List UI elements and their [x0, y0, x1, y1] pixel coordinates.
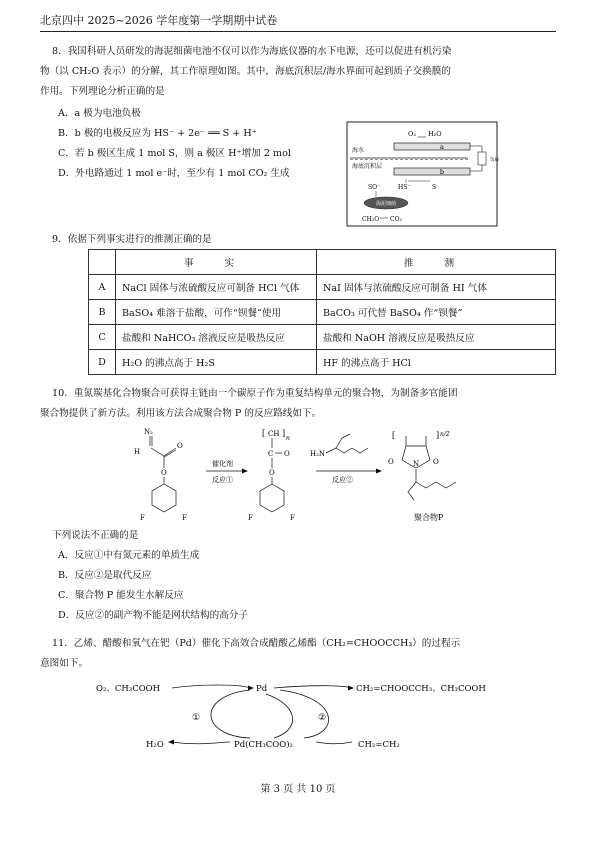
bond: [164, 450, 176, 457]
co2-label: CO₂: [390, 216, 402, 223]
row-fact: NaCl 固体与浓硫酸反应可制备 HCl 气体: [116, 275, 317, 300]
row-key: B: [89, 300, 116, 325]
q10-option-b: B．反应②是取代反应: [58, 570, 152, 581]
bracket-right: ]: [436, 431, 440, 440]
step-1-marker: ①: [192, 713, 201, 723]
row-fact: H₂O 的沸点高于 H₂S: [116, 350, 317, 375]
q9-table: [88, 249, 556, 375]
reactant-o2-acetic-acid: O₂、CH₃COOH: [96, 684, 161, 694]
loop-2-bottom: [316, 742, 352, 744]
header-divider: [40, 31, 556, 32]
catalyst-label: 催化剂: [212, 460, 233, 468]
pd-acetate-label: Pd(CH₃COO)₂: [234, 740, 293, 750]
question-8: [40, 42, 562, 102]
q11-line-1: 11．乙烯、醋酸和氧气在钯（Pd）催化下高效合成醋酸乙烯酯（CH₂=CHOOCCH₃）的过程示: [52, 638, 461, 649]
q9-header-blank: [89, 250, 116, 275]
q8-option-a: A．a 极为电池负极: [58, 108, 141, 119]
bracket-left: [: [262, 429, 266, 438]
q10-prompt: 下列说法不正确的是: [52, 530, 139, 541]
step1-label: 反应①: [212, 476, 233, 484]
amine-chain: [326, 448, 368, 453]
seawater-label: 海水: [352, 147, 365, 154]
q10-line-1: 10．重氮羰基化合物聚合可获得主链由一个碳原子作为重复结构单元的聚合物，为制备多官能团: [52, 388, 458, 399]
n-subscript: n: [286, 435, 290, 442]
sediment-label: 海底沉积层: [352, 163, 383, 170]
load-resistor: [478, 152, 486, 165]
q10-option-c: C．聚合物 P 能发生水解反应: [58, 590, 184, 601]
o-label: O: [161, 469, 167, 477]
o-label: O: [269, 469, 275, 477]
so4-label: SO⁻: [368, 184, 381, 191]
row-guess: 盐酸和 NaOH 溶液反应是吸热反应: [317, 325, 556, 350]
table-row: [89, 350, 556, 375]
reactant-ethylene: CH₂=CH₂: [358, 740, 400, 750]
ch-label: CH: [268, 430, 280, 438]
reaction-1-arrow: [206, 459, 248, 484]
row-guess: NaI 固体与浓硫酸反应可制备 HI 气体: [317, 275, 556, 300]
q10-reaction-scheme: [130, 426, 530, 526]
benzene-ring: [152, 484, 176, 512]
bacteria-label: 海泥细菌: [375, 201, 397, 207]
q8-line-2: 物（以 CH₂O 表示）的分解，其工作原理如图。其中，海底沉积层/海水界面可起到质子交换膜的: [40, 66, 451, 77]
q8-options: [58, 104, 348, 184]
arrow-head: [248, 686, 254, 691]
f-label: F: [140, 514, 145, 522]
bracket-left: [: [392, 431, 396, 440]
o-label: O: [433, 458, 439, 466]
o-label: O: [284, 450, 290, 458]
q11-line-2: 意图如下。: [40, 658, 88, 669]
bond: [164, 448, 176, 456]
q8-line-3: 作用。下列理论分析正确的是: [40, 86, 165, 97]
arrow-head: [376, 469, 382, 474]
electrode-a: [394, 143, 470, 150]
ethyl-branch: [408, 482, 416, 500]
loop-1-bottom: [172, 742, 230, 744]
h2o-label: H₂O: [428, 130, 442, 138]
diazo-monomer: [134, 428, 187, 522]
row-key: D: [89, 350, 116, 375]
pd-label: Pd: [256, 684, 268, 694]
question-10: [40, 384, 562, 424]
o-label: O: [177, 442, 183, 450]
page-footer: 第 3 页 共 10 页: [260, 784, 336, 795]
q10-options: [52, 526, 458, 626]
alkyl-chain: [416, 482, 456, 488]
q8-option-c: C．若 b 极区生成 1 mol S，则 a 极区 H⁺增加 2 mol: [58, 148, 291, 159]
q9-header-guess: 推 测: [317, 250, 556, 275]
loop-2-top: [274, 686, 352, 688]
electrode-b-label: b: [439, 168, 445, 176]
row-guess: BaCO₃ 可代替 BaSO₄ 作“钡餐”: [317, 300, 556, 325]
o2-label: O₂: [408, 130, 416, 138]
arrow-head: [168, 740, 174, 745]
table-row: [89, 275, 556, 300]
q9-header-fact: 事 实: [116, 250, 317, 275]
row-fact: BaSO₄ 难溶于盐酸，可作“钡餐”使用: [116, 300, 317, 325]
q11-catalytic-cycle: [90, 676, 530, 756]
question-11: [40, 634, 562, 674]
step-2-marker: ②: [318, 713, 327, 723]
row-key: C: [89, 325, 116, 350]
electrode-a-label: a: [440, 143, 444, 151]
row-guess: HF 的沸点高于 HCl: [317, 350, 556, 375]
loop-1-inner: [211, 690, 250, 738]
product-water: H₂O: [146, 740, 164, 750]
table-row: [89, 325, 556, 350]
row-key: A: [89, 275, 116, 300]
q9-table-header: [89, 250, 556, 275]
o-label: O: [388, 458, 394, 466]
f-label: F: [182, 514, 187, 522]
page-header-title: 北京四中 2025~2026 学年度第一学期期中试卷: [40, 14, 278, 27]
product-label: 聚合物P: [414, 513, 444, 522]
f-label: F: [248, 514, 253, 522]
q8-line-1: 8．我国科研人员研发的海泥细菌电池不仅可以作为海底仪器的水下电源，还可以促进有机污染: [52, 46, 452, 57]
n2-label: N₂: [144, 428, 153, 436]
step2-label: 反应②: [332, 476, 353, 484]
polymer-p: [388, 431, 456, 522]
q8-option-b: B．b 极的电极反应为 HS⁻ + 2e⁻ ══ S + H⁺: [58, 128, 257, 139]
h-label: H: [134, 448, 141, 456]
n-atom-label: N: [413, 460, 420, 468]
arrow-head: [242, 469, 248, 474]
loop-1-right: [266, 694, 293, 738]
load-label: 负载: [490, 158, 499, 163]
product-vinyl-acetate: CH₂=CHOOCCH₃、CH₃COOH: [356, 684, 486, 694]
bacteria-battery-figure: [346, 121, 506, 229]
loop-1-top: [172, 685, 250, 688]
ethyl-branch: [336, 434, 350, 448]
arrow-head: [348, 686, 354, 691]
hs-label: HS⁻: [398, 184, 411, 191]
s-label: S: [432, 184, 437, 191]
bond: [151, 448, 164, 456]
q10-line-2: 聚合物提供了新方法。利用该方法合成聚合物 P 的反应路线如下。: [40, 408, 322, 419]
q10-option-d: D．反应②的副产物不能是网状结构的高分子: [58, 610, 248, 621]
electrode-b: [394, 168, 470, 175]
benzene-ring: [260, 484, 284, 512]
q9-stem: 9．依据下列事实进行的推测正确的是: [52, 234, 212, 245]
ch2o-label: CH₂O: [362, 216, 380, 223]
n2-subscript: n/2: [440, 431, 450, 438]
bracket-right: ]: [282, 429, 286, 438]
reaction-2-arrow: [310, 434, 382, 484]
row-fact: 盐酸和 NaHCO₃ 溶液反应是吸热反应: [116, 325, 317, 350]
c-label: C: [268, 450, 274, 458]
h2n-label: H₂N: [310, 450, 326, 458]
q10-option-a: A．反应①中有氮元素的单质生成: [58, 550, 200, 561]
polymer-intermediate: [248, 429, 295, 522]
q8-option-d: D．外电路通过 1 mol e⁻时，至少有 1 mol CO₂ 生成: [58, 168, 290, 179]
table-row: [89, 300, 556, 325]
f-label: F: [290, 514, 295, 522]
